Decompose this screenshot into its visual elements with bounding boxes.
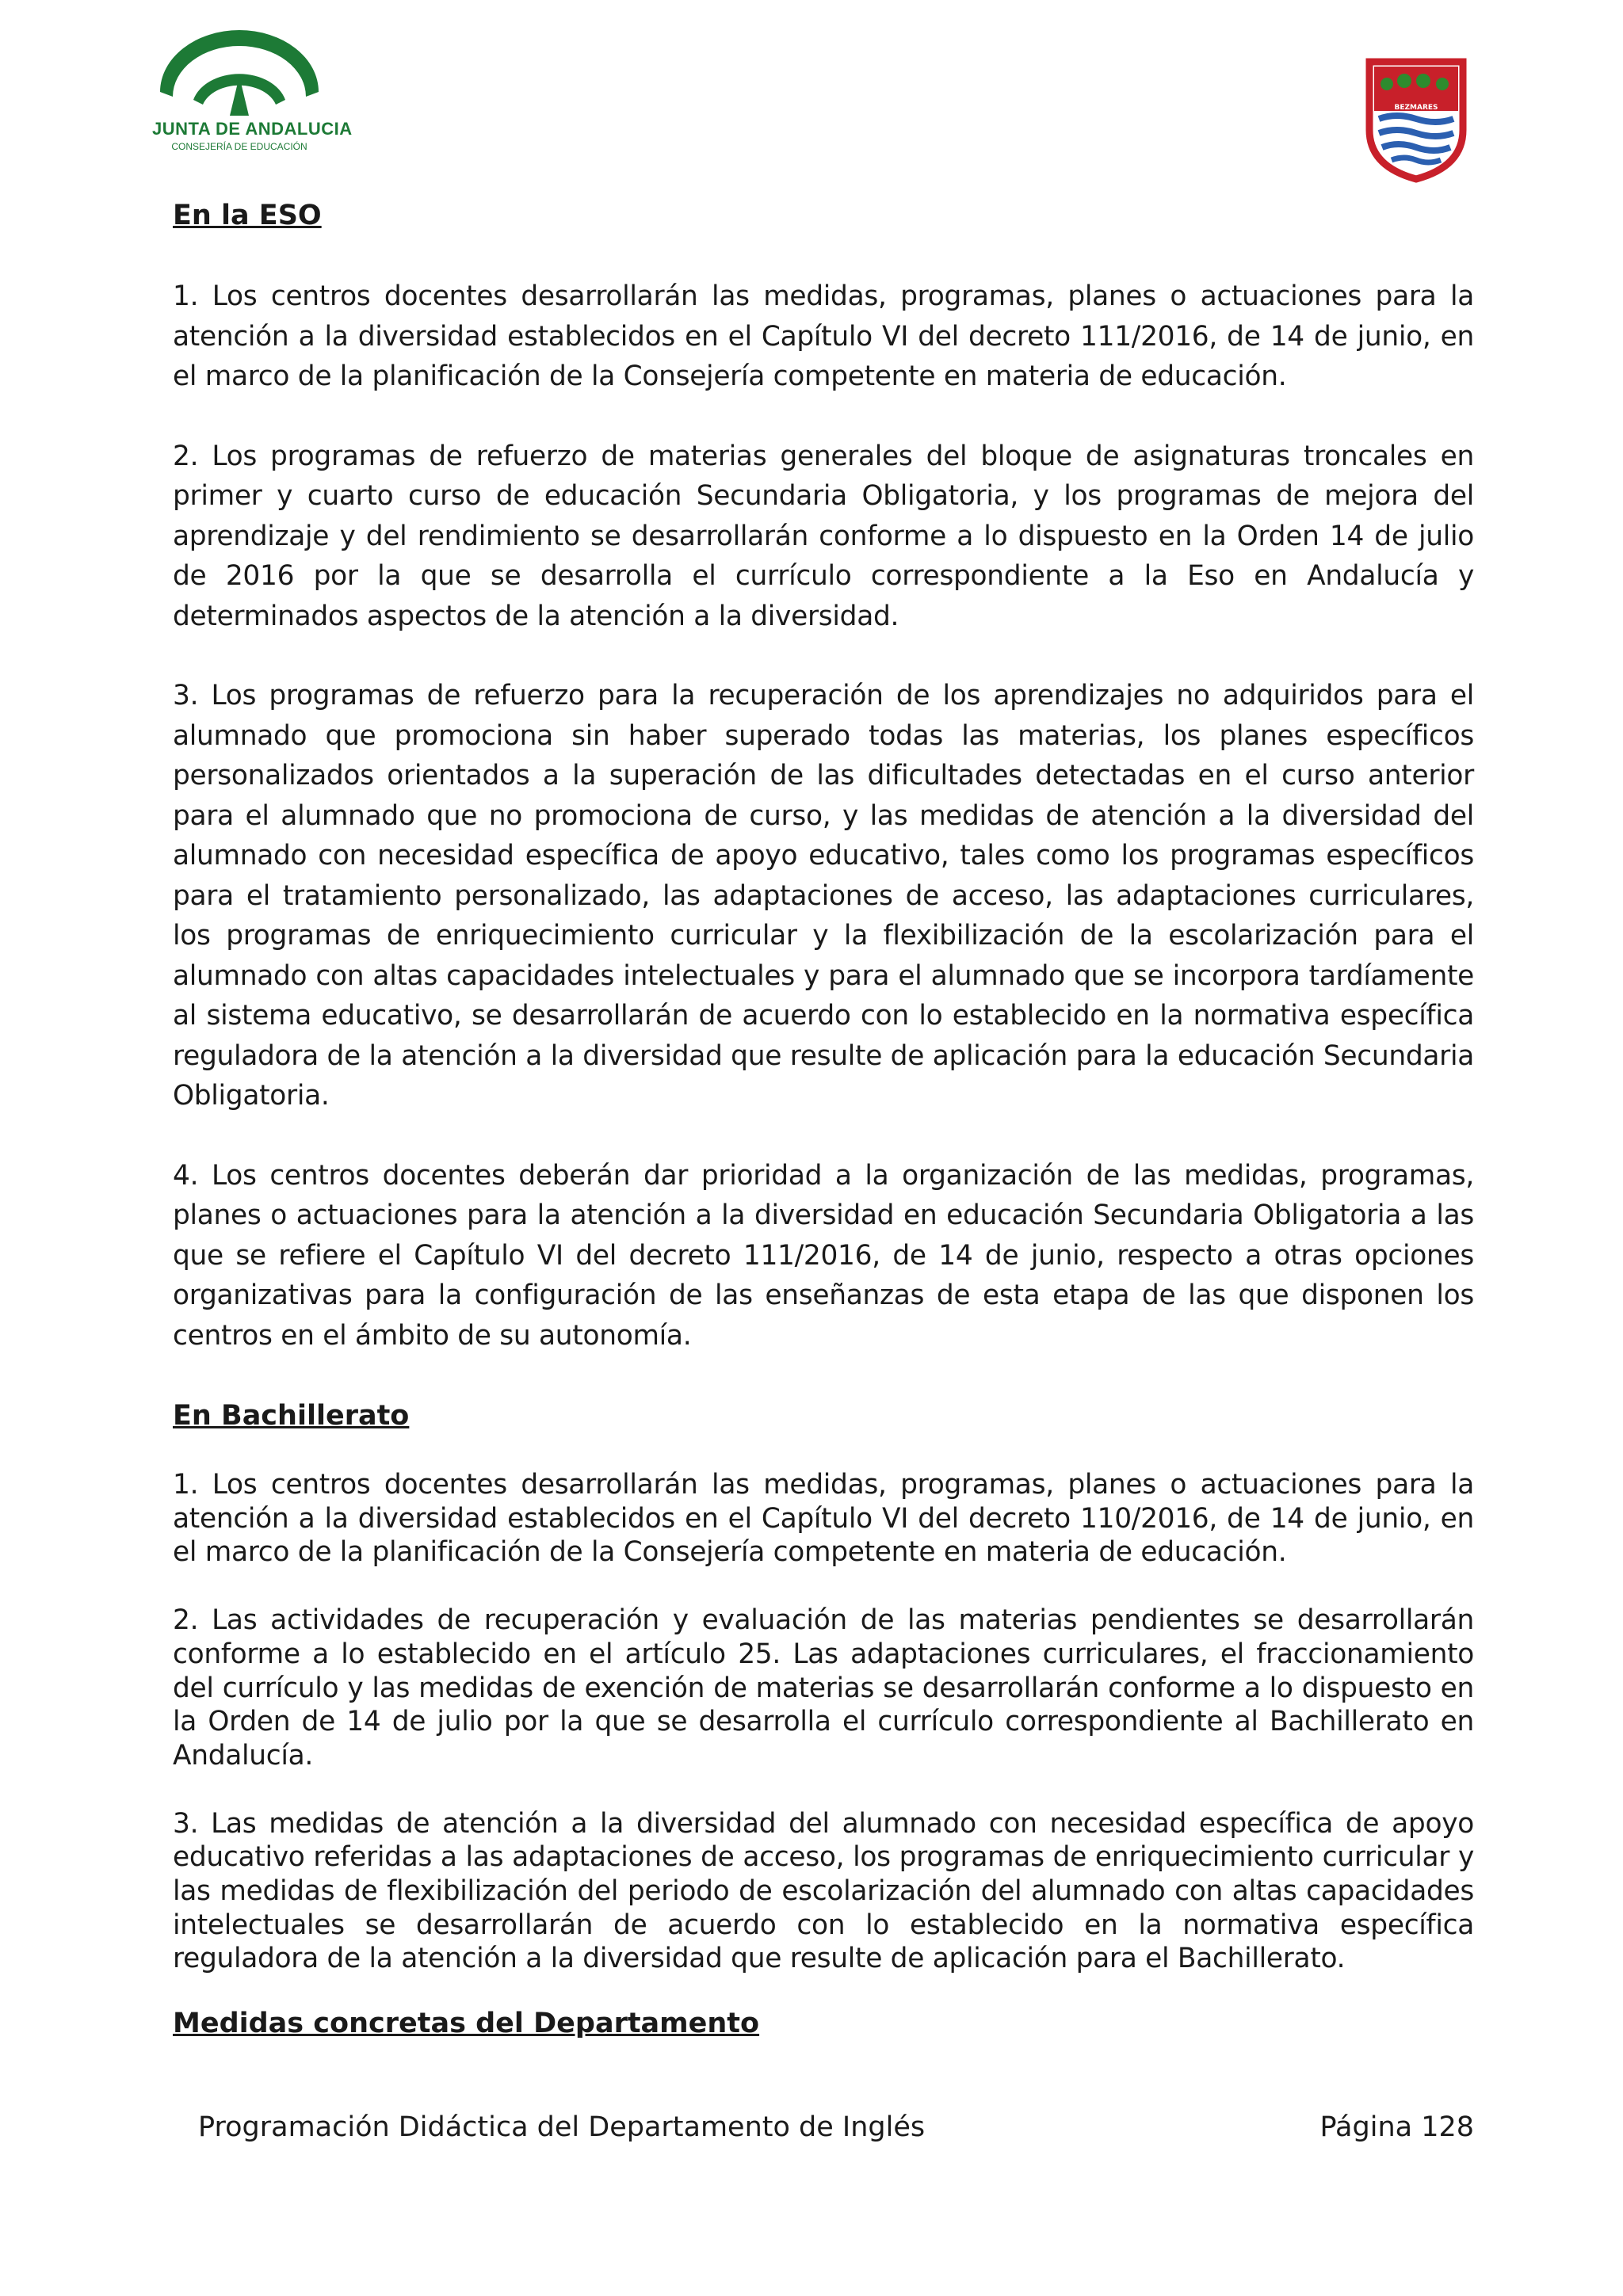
escudo-label: BEZMARES (1394, 104, 1438, 112)
eso-paragraph-2: 2. Los programas de refuerzo de materias generales del bloque de asignaturas troncales en primer y cuarto curso de educación Secundaria Obligatoria, y los programas de mejora del aprendizaje y del rendimiento se desarrollarán conforme a lo dispuesto en la Orden 14 de julio de 2016 por la que se desarrolla el currículo correspondiente a la Eso en Andalucía y determinados aspectos de la atención a la diversidad. (173, 440, 1474, 632)
footer-document-title: Programación Didáctica del Departamento de Inglés (198, 2111, 926, 2143)
coat-of-arms-icon (1365, 57, 1468, 184)
page-number: Página 128 (1319, 2111, 1474, 2143)
bachillerato-paragraph-3: 3. Las medidas de atención a la diversidad del alumnado con necesidad específica de apoyo educativo referidas a las adaptaciones de acceso, los programas de enriquecimiento curricular y las medidas de flexibilización del periodo de escolarización del alumnado con altas capacidades intelectuales se desarrollarán de acuerdo con lo establecido en la normativa específica reguladora de la atención a la diversidad que resulte de aplicación para el Bachillerato. (173, 1807, 1474, 1975)
junta-name: JUNTA DE ANDALUCIA (152, 119, 353, 139)
bachillerato-paragraph-2: 2. Las actividades de recuperación y evaluación de las materias pendientes se desarrollarán conforme a lo establecido en el artículo 25. Las adaptaciones curriculares, el fraccionamiento del currículo y las medidas de exención de materias se desarrollarán conforme a lo dispuesto en la Orden de 14 de julio por la que se desarrolla el currículo correspondiente al Bachillerato en Andalucía. (173, 1604, 1474, 1772)
eso-paragraph-3: 3. Los programas de refuerzo para la recuperación de los aprendizajes no adquiridos para el alumnado que promociona sin haber superado todas las materias, los planes específicos personalizados orientados a la superación de las dificultades detectadas en el curso anterior para el alumnado que no promociona de curso, y las medidas de atención a la diversidad del alumnado con necesidad específica de apoyo educativo, tales como los programas específicos para el tratamiento personalizado, las adaptaciones de acceso, las adaptaciones curriculares, los programas de enriquecimiento curricular y la flexibilización de la escolarización para el alumnado con altas capacidades intelectuales y para el alumnado que se incorpora tardíamente al sistema educativo, se desarrollarán de acuerdo con lo establecido en la normativa específica reguladora de la atención a la diversidad que resulte de aplicación para la educación Secundaria Obligatoria. (173, 680, 1475, 1112)
junta-de-andalucia-logo (152, 22, 353, 165)
page-footer (198, 2107, 1474, 2147)
document-body (173, 196, 1474, 2042)
eso-paragraph-4: 4. Los centros docentes deberán dar prioridad a la organización de las medidas, programas, planes o actuaciones para la atención a la diversidad en educación Secundaria Obligatoria a las que se refiere el Capítulo VI del decreto 111/2016, de 14 de junio, respecto a otras opciones organizativas para la configuración de las enseñanzas de esta etapa de las que disponen los centros en el ámbito de su autonomía. (173, 1159, 1474, 1352)
section-heading-eso: En la ESO (173, 200, 322, 231)
junta-subtitle: CONSEJERÍA DE EDUCACIÓN (171, 141, 307, 152)
junta-arc-icon (152, 22, 327, 125)
bachillerato-paragraph-1: 1. Los centros docentes desarrollarán las medidas, programas, planes o actuaciones para la atención a la diversidad establecidos en el Capítulo VI del decreto 110/2016, de 14 de junio, en el marco de la planificación de la Consejería competente en materia de educación. (173, 1469, 1474, 1569)
coat-of-arms-logo (1365, 57, 1468, 184)
eso-paragraph-1: 1. Los centros docentes desarrollarán las medidas, programas, planes o actuaciones para la atención a la diversidad establecidos en el Capítulo VI del decreto 111/2016, de 14 de junio, en el marco de la planificación de la Consejería competente en materia de educación. (173, 280, 1474, 392)
section-heading-bachillerato: En Bachillerato (173, 1400, 410, 1432)
section-heading-departamento: Medidas concretas del Departamento (173, 2008, 760, 2040)
